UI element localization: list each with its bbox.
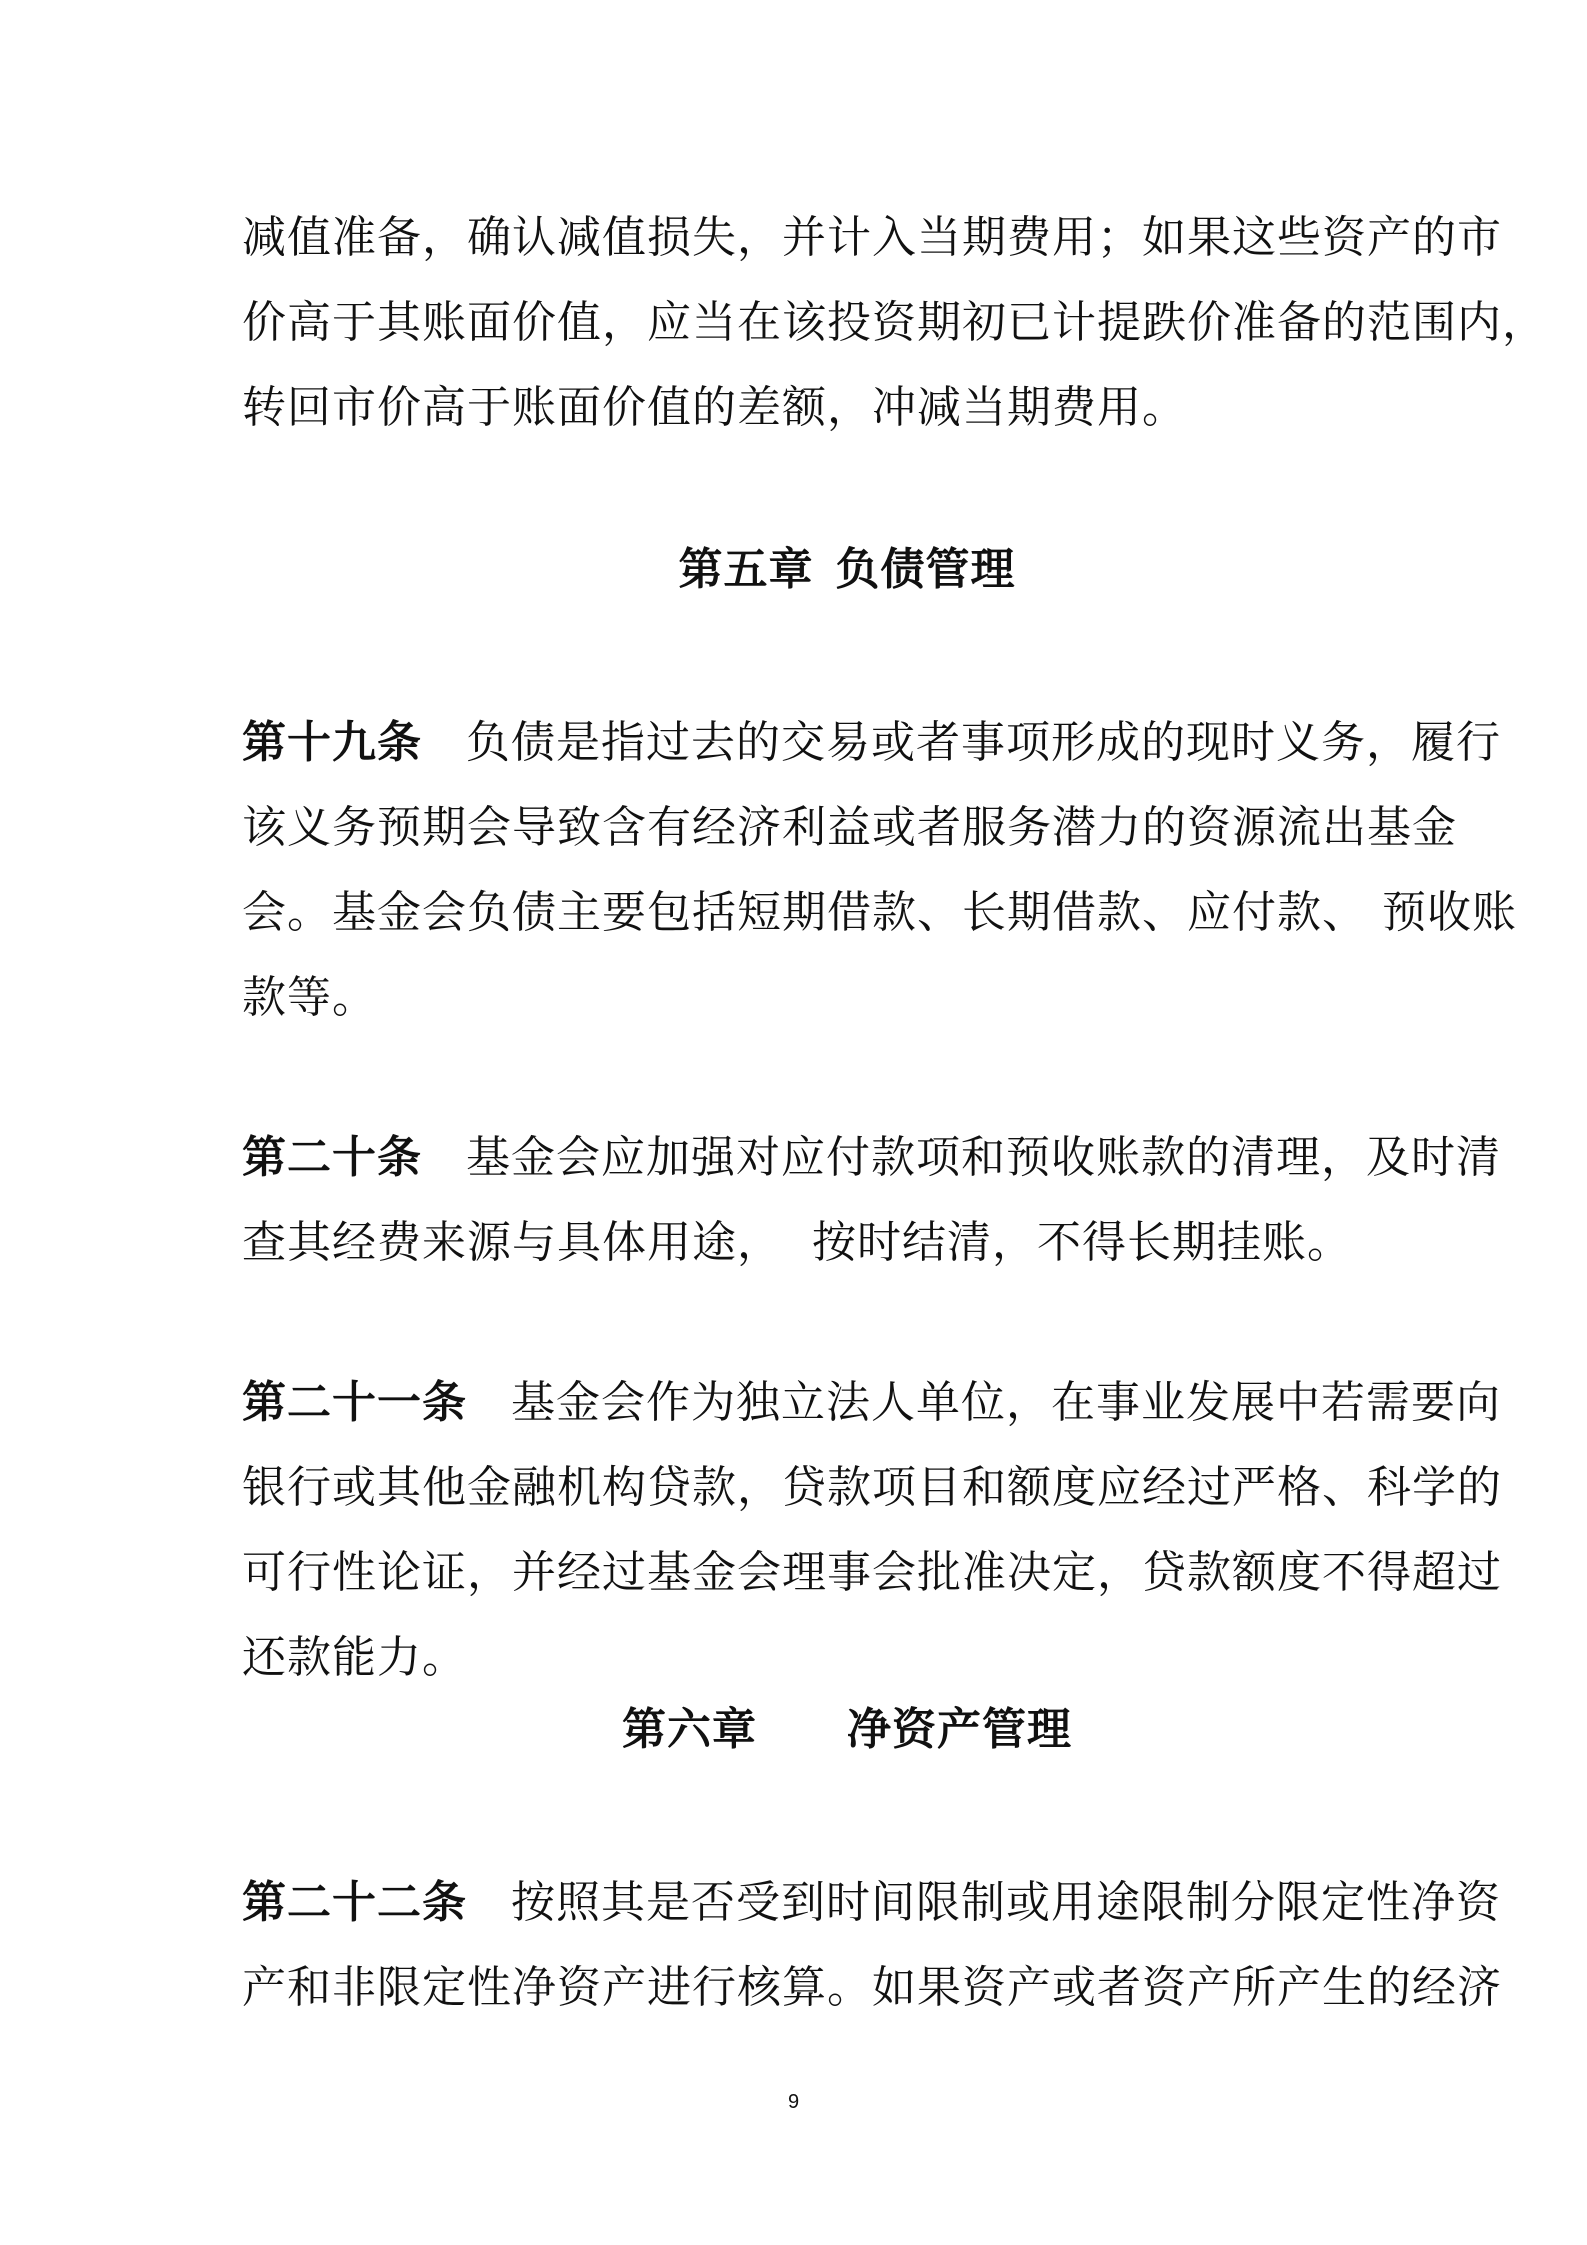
paragraph-line: 该义务预期会导致含有经济利益或者服务潜力的资源流出基金 bbox=[242, 802, 1457, 853]
paragraph-line: 还款能力。 bbox=[242, 1632, 467, 1683]
chapter-number: 第五章 bbox=[678, 544, 814, 595]
paragraph-line bbox=[242, 1860, 1501, 1945]
paragraph-line bbox=[242, 1360, 1501, 1445]
article-text: 基金会应加强对应付款项和预收账款的清理，及时清 bbox=[466, 1132, 1501, 1183]
article-paragraph bbox=[242, 1360, 1502, 1700]
paragraph-line: 可行性论证，并经过基金会理事会批准决定，贷款额度不得超过 bbox=[242, 1547, 1502, 1598]
paragraph-line: 转回市价高于账面价值的差额，冲减当期费用。 bbox=[242, 382, 1187, 433]
page-number: 9 bbox=[787, 2091, 800, 2113]
article-text: 基金会作为独立法人单位，在事业发展中若需要向 bbox=[511, 1377, 1501, 1428]
article-text: 负债是指过去的交易或者事项形成的现时义务，履行 bbox=[466, 717, 1501, 768]
paragraph-line: 查其经费来源与具体用途， 按时结清，不得长期挂账。 bbox=[242, 1217, 1352, 1268]
article-text: 按照其是否受到时间限制或用途限制分限定性净资 bbox=[511, 1877, 1501, 1928]
paragraph-line: 产和非限定性净资产进行核算。如果资产或者资产所产生的经济 bbox=[242, 1962, 1502, 2013]
paragraph-line: 银行或其他金融机构贷款，贷款项目和额度应经过严格、科学的 bbox=[242, 1462, 1502, 1513]
article-paragraph bbox=[242, 700, 1517, 1040]
paragraph-line bbox=[242, 700, 1501, 785]
chapter-heading bbox=[242, 540, 1452, 600]
article-paragraph bbox=[242, 1860, 1502, 2030]
article-paragraph bbox=[242, 1115, 1501, 1285]
chapter-title: 净资产管理 bbox=[847, 1704, 1072, 1755]
article-label: 第二十二条 bbox=[242, 1877, 467, 1928]
article-label: 第十九条 bbox=[242, 717, 422, 768]
paragraph-line: 价高于其账面价值，应当在该投资期初已计提跌价准备的范围内， bbox=[242, 297, 1547, 348]
continuation-paragraph bbox=[242, 195, 1547, 450]
chapter-title: 负债管理 bbox=[835, 544, 1016, 595]
paragraph-line: 款等。 bbox=[242, 972, 377, 1023]
chapter-heading bbox=[242, 1700, 1452, 1760]
paragraph-line: 会。基金会负债主要包括短期借款、长期借款、应付款、 预收账 bbox=[242, 887, 1517, 938]
paragraph-line bbox=[242, 1115, 1501, 1200]
paragraph-line: 减值准备，确认减值损失，并计入当期费用；如果这些资产的市 bbox=[242, 212, 1502, 263]
chapter-number: 第六章 bbox=[622, 1704, 757, 1755]
article-label: 第二十条 bbox=[242, 1132, 422, 1183]
article-label: 第二十一条 bbox=[242, 1377, 467, 1428]
